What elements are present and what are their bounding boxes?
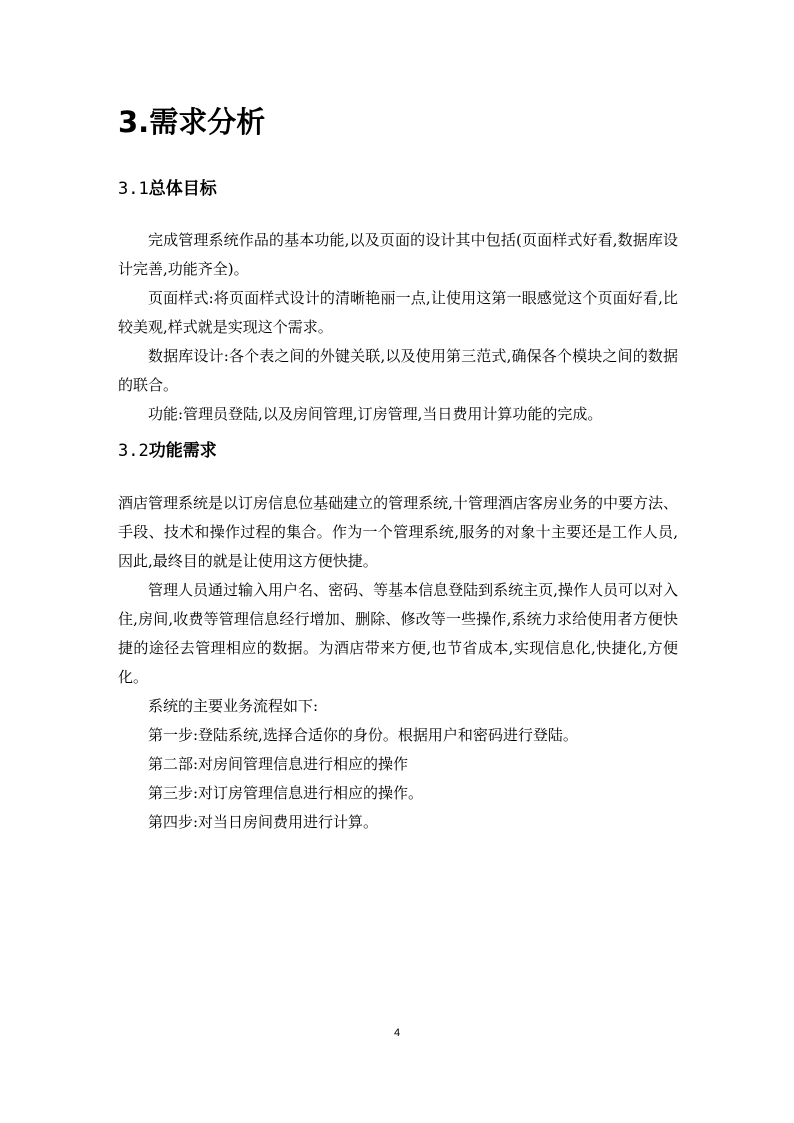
- section-number: 3.2: [118, 441, 149, 461]
- page-number: 4: [393, 1027, 401, 1039]
- paragraph: 页面样式:将页面样式设计的清晰艳丽一点,让使用这第一眼感觉这个页面好看,比较美观,样式就是实现这个需求。: [118, 289, 678, 336]
- section-title: 功能需求: [148, 441, 217, 461]
- paragraph: 酒店管理系统是以订房信息位基础建立的管理系统,十管理酒店客房业务的中要方法、手段、技术和操作过程的集合。作为一个管理系统,服务的对象十主要还是工作人员,因此,最终目的就是让使用这方便快捷。: [118, 494, 678, 570]
- process-step: 第一步:登陆系统,选择合适你的身份。根据用户和密码进行登陆。: [148, 726, 578, 744]
- chapter-title: 3.需求分析: [118, 105, 266, 139]
- section-heading-3-2: [118, 438, 217, 464]
- process-step: 第二部:对房间管理信息进行相应的操作: [148, 755, 409, 773]
- section-heading-3-1: [118, 176, 217, 202]
- section-number: 3.1: [118, 179, 149, 199]
- section-3-1-body: [118, 226, 678, 429]
- paragraph: 管理人员通过输入用户名、密码、等基本信息登陆到系统主页,操作人员可以对入住,房间,收费等管理信息经行增加、删除、修改等一些操作,系统力求给使用者方便快捷的途径去管理相应的数据。为酒店带来方便,也节省成本,实现信息化,快捷化,方便化。: [118, 581, 678, 686]
- process-step: 第四步:对当日房间费用进行计算。: [148, 813, 379, 831]
- section-3-2-body: [118, 489, 678, 837]
- paragraph: 系统的主要业务流程如下:: [148, 697, 319, 715]
- process-step: 第三步:对订房管理信息进行相应的操作。: [148, 784, 424, 802]
- paragraph: 数据库设计:各个表之间的外键关联,以及使用第三范式,确保各个模块之间的数据的联合。: [118, 347, 678, 394]
- section-title: 总体目标: [148, 179, 217, 199]
- paragraph: 功能:管理员登陆,以及房间管理,订房管理,当日费用计算功能的完成。: [148, 405, 603, 423]
- paragraph: 完成管理系统作品的基本功能,以及页面的设计其中包括(页面样式好看,数据库设计完善,功能齐全)。: [118, 231, 678, 278]
